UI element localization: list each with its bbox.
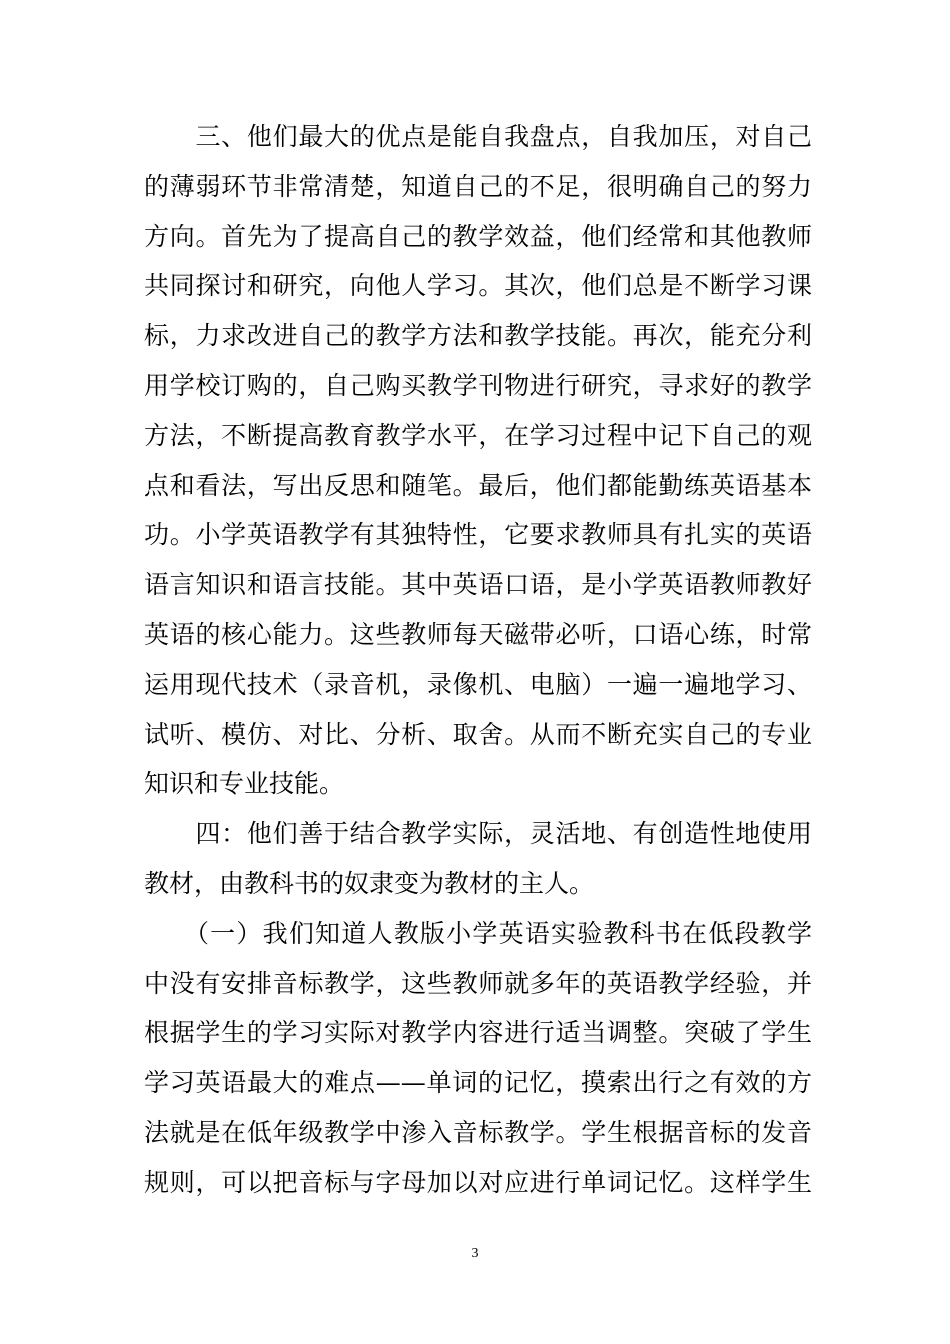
text-line: 教材，由教科书的奴隶变为教材的主人。 — [144, 868, 595, 898]
text-line: 根据学生的学习实际对教学内容进行适当调整。突破了学生 — [144, 1018, 812, 1048]
text-line: 学习英语最大的难点——单词的记忆，摸索出行之有效的方 — [144, 1068, 812, 1098]
text-line: 中没有安排音标教学，这些教师就多年的英语教学经验，并 — [144, 968, 812, 998]
text-line: （一）我们知道人教版小学英语实验教科书在低段教学 — [144, 918, 812, 948]
text-line: 四：他们善于结合教学实际，灵活地、有创造性地使用 — [144, 819, 812, 849]
text-line: 功。小学英语教学有其独特性，它要求教师具有扎实的英语 — [144, 520, 812, 550]
body-text — [144, 112, 812, 1208]
text-line: 语言知识和语言技能。其中英语口语，是小学英语教师教好 — [144, 570, 812, 600]
text-line: 运用现代技术（录音机，录像机、电脑）一遍一遍地学习、 — [144, 669, 812, 699]
text-line: 的薄弱环节非常清楚，知道自己的不足，很明确自己的努力 — [144, 171, 812, 201]
text-line: 法就是在低年级教学中渗入音标教学。学生根据音标的发音 — [144, 1117, 812, 1147]
text-line: 共同探讨和研究，向他人学习。其次，他们总是不断学习课 — [144, 271, 812, 301]
page-number: 3 — [471, 1246, 479, 1261]
text-line: 知识和专业技能。 — [144, 769, 345, 799]
text-line: 方向。首先为了提高自己的教学效益，他们经常和其他教师 — [144, 221, 812, 251]
text-line: 点和看法，写出反思和随笔。最后，他们都能勤练英语基本 — [144, 470, 812, 500]
text-line: 规则，可以把音标与字母加以对应进行单词记忆。这样学生 — [144, 1167, 812, 1197]
text-line: 标，力求改进自己的教学方法和教学技能。再次，能充分利 — [144, 321, 812, 351]
text-line: 方法，不断提高教育教学水平，在学习过程中记下自己的观 — [144, 420, 812, 450]
text-line: 试听、模仿、对比、分析、取舍。从而不断充实自己的专业 — [144, 719, 812, 749]
text-line: 用学校订购的，自己购买教学刊物进行研究，寻求好的教学 — [144, 370, 812, 400]
text-line: 英语的核心能力。这些教师每天磁带必听，口语心练，时常 — [144, 619, 812, 649]
text-line: 三、他们最大的优点是能自我盘点，自我加压，对自己 — [144, 122, 812, 151]
